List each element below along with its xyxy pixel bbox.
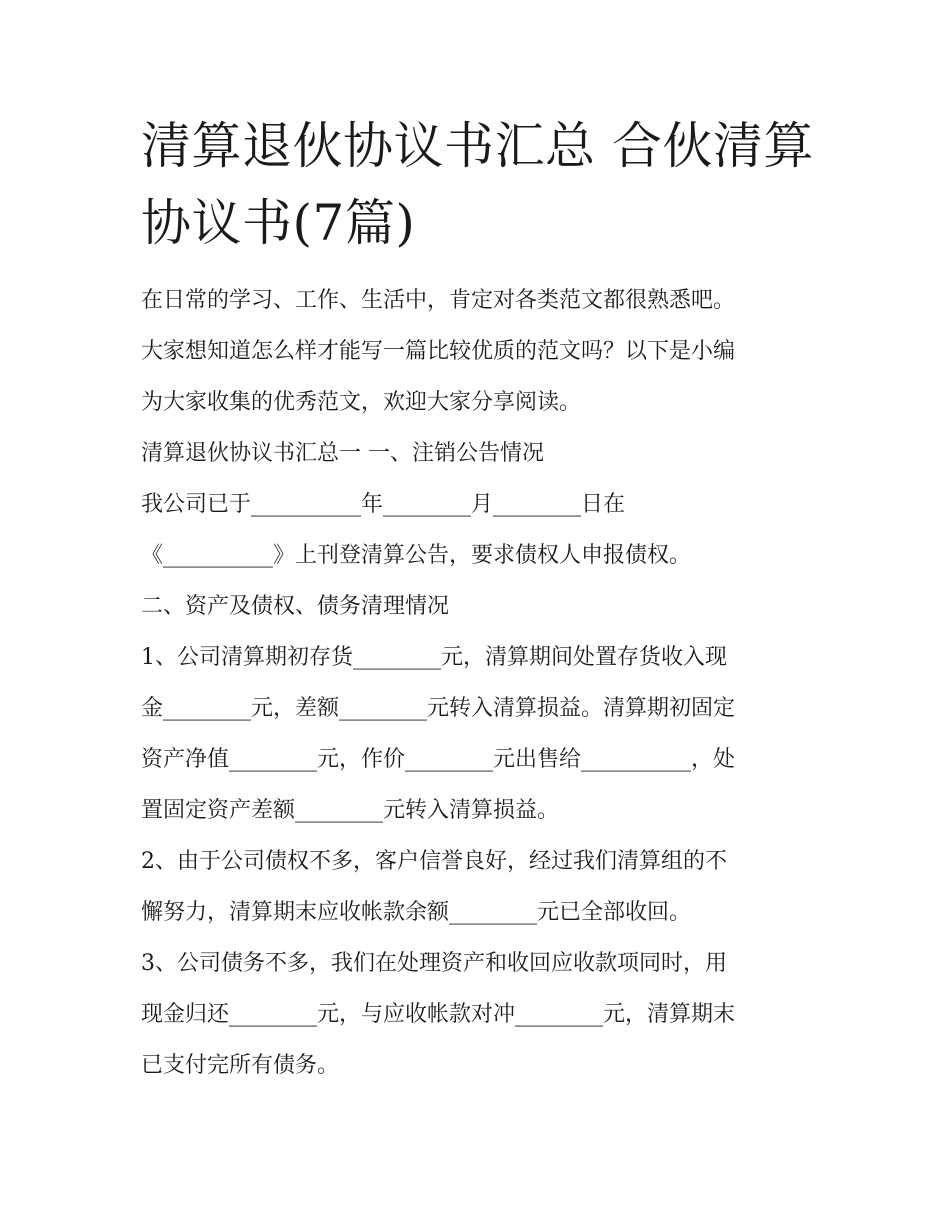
body-line: 懈努力，清算期末应收帐款余额________元已全部收回。	[141, 900, 692, 925]
document-title	[141, 108, 821, 262]
body-line: 已支付完所有债务。	[141, 1053, 340, 1078]
body-line: 大家想知道怎么样才能写一篇比较优质的范文吗？以下是小编	[141, 339, 736, 364]
title-line: 清算退伙协议书汇总 合伙清算	[141, 117, 814, 175]
title-line: 协议书(7篇)	[141, 194, 416, 252]
document-body	[141, 275, 821, 1091]
body-line: 为大家收集的优秀范文，欢迎大家分享阅读。	[141, 390, 582, 415]
body-line: 1、公司清算期初存货________元，清算期间处置存货收入现	[141, 645, 727, 670]
body-line: 金________元，差额________元转入清算损益。清算期初固定	[141, 696, 736, 721]
section-heading: 清算退伙协议书汇总一 一、注销公告情况	[141, 441, 544, 466]
body-line: 资产净值________元，作价________元出售给__________，处	[141, 747, 736, 772]
section-heading: 二、资产及债权、债务清理情况	[141, 594, 450, 619]
body-line: 在日常的学习、工作、生活中，肯定对各类范文都很熟悉吧。	[141, 288, 736, 313]
body-line: 置固定资产差额________元转入清算损益。	[141, 798, 560, 823]
document-page	[141, 108, 821, 1091]
body-line: 2、由于公司债权不多，客户信誉良好，经过我们清算组的不	[141, 849, 727, 874]
body-line: 3、公司债务不多，我们在处理资产和收回应收款项同时，用	[141, 951, 727, 976]
body-line: 《__________》上刊登清算公告，要求债权人申报债权。	[141, 543, 692, 568]
body-line: 我公司已于__________年________月________日在	[141, 492, 626, 517]
body-line: 现金归还________元，与应收帐款对冲________元，清算期末	[141, 1002, 736, 1027]
